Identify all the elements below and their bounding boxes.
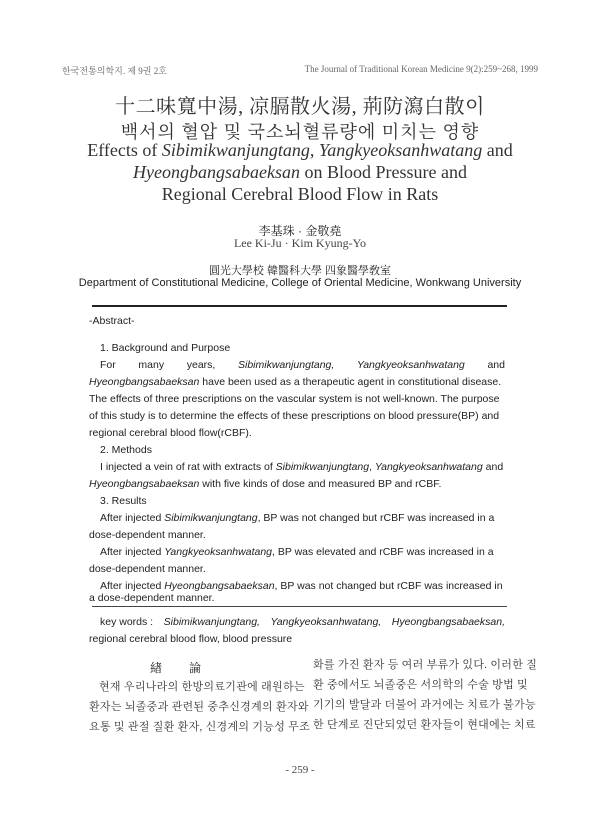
bg-l2-rest: have been used as a therapeutic agent in constitutional disease.: [199, 376, 502, 388]
body-line: 한 단계로 진단되었던 환자들이 현대에는 치료: [313, 719, 536, 731]
m-text: ,: [369, 461, 375, 473]
m-italic: Sibimikwanjungtang: [275, 461, 370, 473]
body-line: 기기의 발달과 더불어 과거에는 치료가 불가능: [313, 699, 536, 711]
title-english-line2: [40, 162, 560, 183]
abstract-results2-line2: dose-dependent manner.: [89, 563, 206, 575]
affiliation-english: Department of Constitutional Medicine, College of Oriental Medicine, Wonkwang University: [78, 277, 522, 289]
title-english-line1: [40, 140, 560, 161]
heading-methods: 2. Methods: [100, 444, 152, 456]
title-en2-italic: Hyeongbangsabaeksan: [133, 162, 300, 182]
body-right-column: [313, 655, 538, 735]
title-en2-suffix: on Blood Pressure and: [299, 162, 467, 182]
abstract-methods-line1: [100, 459, 505, 477]
abstract-top-rule: [92, 305, 507, 307]
r-text: After injected: [100, 546, 165, 558]
running-header-left: 한국전통의학지. 제 9권 2호: [62, 66, 167, 76]
keywords-line1: [100, 614, 505, 632]
affiliation-cjk: 圓光大學校 韓醫科大學 四象醫學敎室: [208, 265, 392, 277]
abstract-results1-line1: [100, 510, 505, 528]
heading-results: 3. Results: [100, 495, 147, 507]
body-line: 현재 우리나라의 한방의료기관에 래원하는: [99, 681, 305, 693]
abstract-label: -Abstract-: [89, 315, 135, 327]
abstract-results2-line1: [100, 544, 505, 562]
abstract-bg-line3: The effects of three prescriptions on the vascular system is not well-known. The purpose: [89, 393, 500, 405]
body-line: 환 중에서도 뇌졸중은 서의학의 수술 방법 및: [313, 679, 528, 691]
page-number: - 259 -: [285, 764, 315, 776]
bg-word-italic: Sibimikwanjungtang,: [238, 359, 335, 371]
title-en-italic1: Sibimikwanjungtang: [161, 140, 310, 160]
section-heading-introduction: 緖 論: [150, 661, 214, 675]
body-line: 요통 및 관절 질환 환자, 신경계의 기능성 무조: [89, 721, 311, 733]
keyword: Sibimikwanjungtang,: [163, 616, 260, 628]
r-italic: Yangkyeoksanhwatang: [164, 546, 273, 558]
keywords-line2: regional cerebral blood flow, blood pressure: [89, 633, 293, 645]
abstract-results1-line2: dose-dependent manner.: [89, 529, 206, 541]
r-italic: Hyeongbangsabaeksan: [164, 580, 275, 592]
body-left-column: [89, 677, 311, 737]
heading-background: 1. Background and Purpose: [100, 342, 231, 354]
m-text: and: [482, 461, 504, 473]
authors-english: Lee Ki-Ju · Kim Kyung-Yo: [233, 236, 367, 250]
m-italic: Yangkyeoksanhwatang: [374, 461, 483, 473]
bg-word: and: [487, 359, 505, 371]
title-korean-line1: 十二味寬中湯, 凉膈散火湯, 荊防瀉白散이: [115, 96, 485, 118]
keywords-label: key words :: [100, 616, 154, 628]
title-en-italic2: Yangkyeoksanhwatang: [318, 140, 483, 160]
body-line: 환자는 뇌졸중과 관련된 중추신경계의 환자와: [89, 701, 309, 713]
running-header-right: The Journal of Traditional Korean Medicine 9(2):259~268, 1999: [304, 64, 538, 74]
abstract-bg-line1: [100, 357, 505, 375]
r-text: , BP was elevated and rCBF was increased in a: [272, 546, 494, 558]
bg-l2-italic: Hyeongbangsabaeksan: [89, 376, 200, 388]
abstract-methods-line2: [89, 476, 505, 494]
r-text: After injected: [100, 580, 165, 592]
abstract-bg-line2: [89, 374, 505, 392]
bg-word: many: [138, 359, 165, 371]
bg-word: For: [100, 359, 116, 371]
r-text: , BP was not changed but rCBF was increased in a: [257, 512, 495, 524]
title-korean-line2: 백서의 혈압 및 국소뇌혈류량에 미치는 영향: [120, 122, 480, 142]
bg-word-italic: Yangkyeoksanhwatang: [356, 359, 465, 371]
authors-cjk: 李基珠 · 金敬堯: [258, 224, 342, 238]
abstract-bg-line5: regional cerebral blood flow(rCBF).: [89, 427, 252, 439]
title-en-sep: ,: [309, 140, 319, 160]
r-text: After injected: [100, 512, 165, 524]
r-text: , BP was not changed but rCBF was increased in: [274, 580, 503, 592]
title-en-suffix: and: [482, 140, 513, 160]
m-l2-italic: Hyeongbangsabaeksan: [89, 478, 200, 490]
title-en-prefix: Effects of: [87, 140, 162, 160]
keyword: Hyeongbangsabaeksan,: [391, 616, 505, 628]
m-text: I injected a vein of rat with extracts of: [100, 461, 276, 473]
keyword: Yangkyeoksanhwatang,: [270, 616, 382, 628]
abstract-results3-line2: a dose-dependent manner.: [89, 592, 215, 604]
bg-word: years,: [186, 359, 216, 371]
abstract-bottom-rule: [92, 606, 507, 607]
r-italic: Sibimikwanjungtang: [164, 512, 258, 524]
m-l2-rest: with five kinds of dose and measured BP and rCBF.: [199, 478, 442, 490]
title-english-line3: Regional Cerebral Blood Flow in Rats: [161, 184, 439, 204]
body-line: 화를 가진 환자 등 여러 부류가 있다. 이러한 질: [313, 659, 538, 671]
abstract-bg-line4: of this study is to determine the effects of these prescriptions on blood pressure(BP) and: [89, 410, 500, 422]
